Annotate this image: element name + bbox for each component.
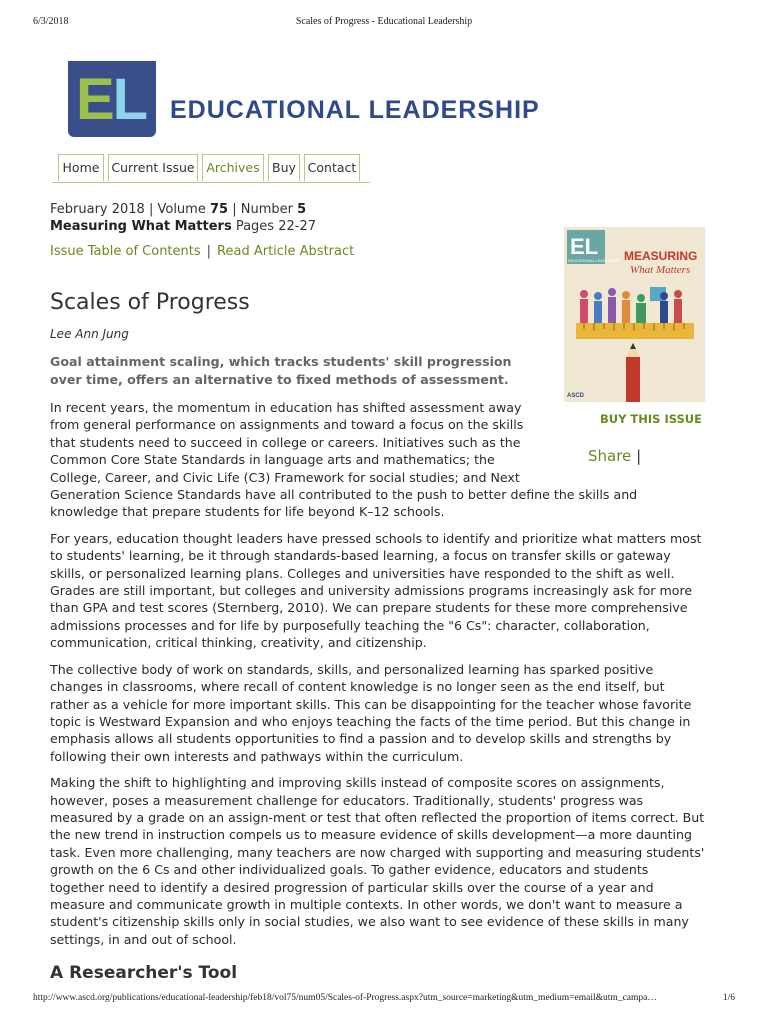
share-button[interactable]: Share bbox=[588, 447, 632, 465]
number-label: Number bbox=[240, 202, 293, 217]
sidebar-spacer bbox=[538, 399, 706, 473]
nav-tab-buy[interactable]: Buy bbox=[268, 154, 300, 181]
cover-publisher: ASCD bbox=[567, 393, 585, 399]
cover-headline-1: MEASURING bbox=[624, 249, 698, 263]
nav-tab-archives[interactable]: Archives bbox=[202, 154, 264, 181]
link-separator: | bbox=[206, 244, 212, 259]
article-paragraph: For years, education thought leaders have pressed schools to identify and prioritize what matters most to students' learning, be it through standards-based learning, a focus on transfer skills or gateway skills, or personalized learning plans. Colleges and universities have responded to the shift as well. Grades are still important, but colleges and university admissions programs increasingly ask for more than GPA and test scores (Sternberg, 2010). We can prepare students for these more comprehensive admissions processes and for life by purposefully teaching the "6 Cs": character, collaboration, communication, critical thinking, creativity, and citizenship. bbox=[50, 530, 702, 651]
print-header bbox=[0, 16, 768, 30]
issue-meta bbox=[50, 201, 316, 235]
article-author: Lee Ann Jung bbox=[50, 327, 129, 341]
article-abstract-link[interactable]: Read Article Abstract bbox=[217, 244, 355, 259]
issue-line: February 2018 | Volume 75 | Number 5 bbox=[50, 202, 307, 217]
article-paragraph: In recent years, the momentum in education has shifted assessment away from general performance on assignments and toward a focus on the skills that students need to succeed in college or careers. Initiatives such as the Common Core State Standards in language arts and mathematics; the College, Career, and Civic Life (C3) Framework for social studies; and Next Generation Science Standards have all contributed to the push to better define the skills and knowledge that prepare students for life beyond K–12 schools. bbox=[50, 400, 638, 520]
article-lede: Goal attainment scaling, which tracks students' skill progression over time, offers an alternative to fixed methods of assessment. bbox=[50, 354, 512, 387]
cover-logo-sub: EDUCATIONAL LEADERSHIP bbox=[568, 259, 620, 263]
article-title: Scales of Progress bbox=[50, 290, 250, 315]
buy-this-issue-link[interactable]: BUY THIS ISSUE bbox=[600, 412, 702, 426]
logo-letter-e: E bbox=[75, 66, 113, 132]
print-url: http://www.ascd.org/publications/educational-leadership/feb18/vol75/num05/Scales-of-Progress.aspx?utm_source=marketing&utm_medium=email&utm_campa… bbox=[33, 993, 657, 1003]
issue-month: February 2018 bbox=[50, 202, 145, 217]
nav-tab-contact[interactable]: Contact bbox=[304, 154, 360, 181]
share-separator: | bbox=[636, 447, 642, 465]
issue-toc-link[interactable]: Issue Table of Contents bbox=[50, 244, 201, 259]
logo-wordmark[interactable]: EDUCATIONAL LEADERSHIP bbox=[170, 96, 540, 124]
volume-number: 75 bbox=[209, 202, 229, 217]
main-nav bbox=[52, 154, 370, 183]
logo-letter-l: L bbox=[112, 66, 149, 132]
print-page-number: 1/6 bbox=[722, 993, 735, 1003]
volume-label: Volume bbox=[157, 202, 206, 217]
el-logo[interactable] bbox=[68, 61, 156, 137]
nav-tab-home[interactable]: Home bbox=[58, 154, 104, 181]
issue-number: 5 bbox=[297, 202, 307, 217]
cover-illustration bbox=[564, 227, 705, 402]
issue-links bbox=[50, 244, 354, 259]
issue-theme: Measuring What Matters bbox=[50, 219, 232, 234]
print-footer bbox=[0, 993, 768, 1007]
theme-line bbox=[50, 218, 316, 235]
nav-tab-current-issue[interactable]: Current Issue bbox=[108, 154, 198, 181]
print-page-title: Scales of Progress - Educational Leadership bbox=[295, 16, 473, 27]
issue-cover-image[interactable] bbox=[564, 227, 705, 402]
cover-logo: EL bbox=[570, 234, 599, 259]
article-paragraph: Making the shift to highlighting and improving skills instead of composite scores on assignments, however, poses a measurement challenge for educators. Traditionally, students' progress was measured by a grade on an assign-ment or test that often reflected the proportion of items correct. But the new trend in instruction compels us to measure evidence of skills development—a more daunting task. Even more challenging, many teachers are now charged with supporting and measuring students' growth on the 6 Cs and other individualized goals. To gather evidence, educators and students together need to identify a desired progression of particular skills over the course of a year and measure and communicate growth in multiple contexts. In other words, we don't want to measure a student's citizenship skills only in social studies, we also want to see evidence of these skills in many settings, in and out of school. bbox=[50, 775, 705, 947]
article-body bbox=[50, 399, 706, 957]
print-date: 6/3/2018 bbox=[33, 16, 69, 27]
cover-headline-2: What Matters bbox=[630, 264, 691, 276]
article-paragraph: The collective body of work on standards, skills, and personalized learning has sparked positive changes in classrooms, where recall of content knowledge is no longer seen as the end itself, but rather as a vehicle for more important skills. This can be disappointing for the teacher whose favorite topic is Westward Expansion and who enjoys teaching the facts of the time period. But this change in emphasis allows all students opportunities to find a passion and to develop skills and strengths by following their own interests and pathways within the curriculum. bbox=[50, 661, 692, 764]
issue-pages: Pages 22-27 bbox=[235, 219, 316, 234]
cover-pencil bbox=[626, 357, 640, 402]
section-heading: A Researcher's Tool bbox=[50, 963, 238, 983]
